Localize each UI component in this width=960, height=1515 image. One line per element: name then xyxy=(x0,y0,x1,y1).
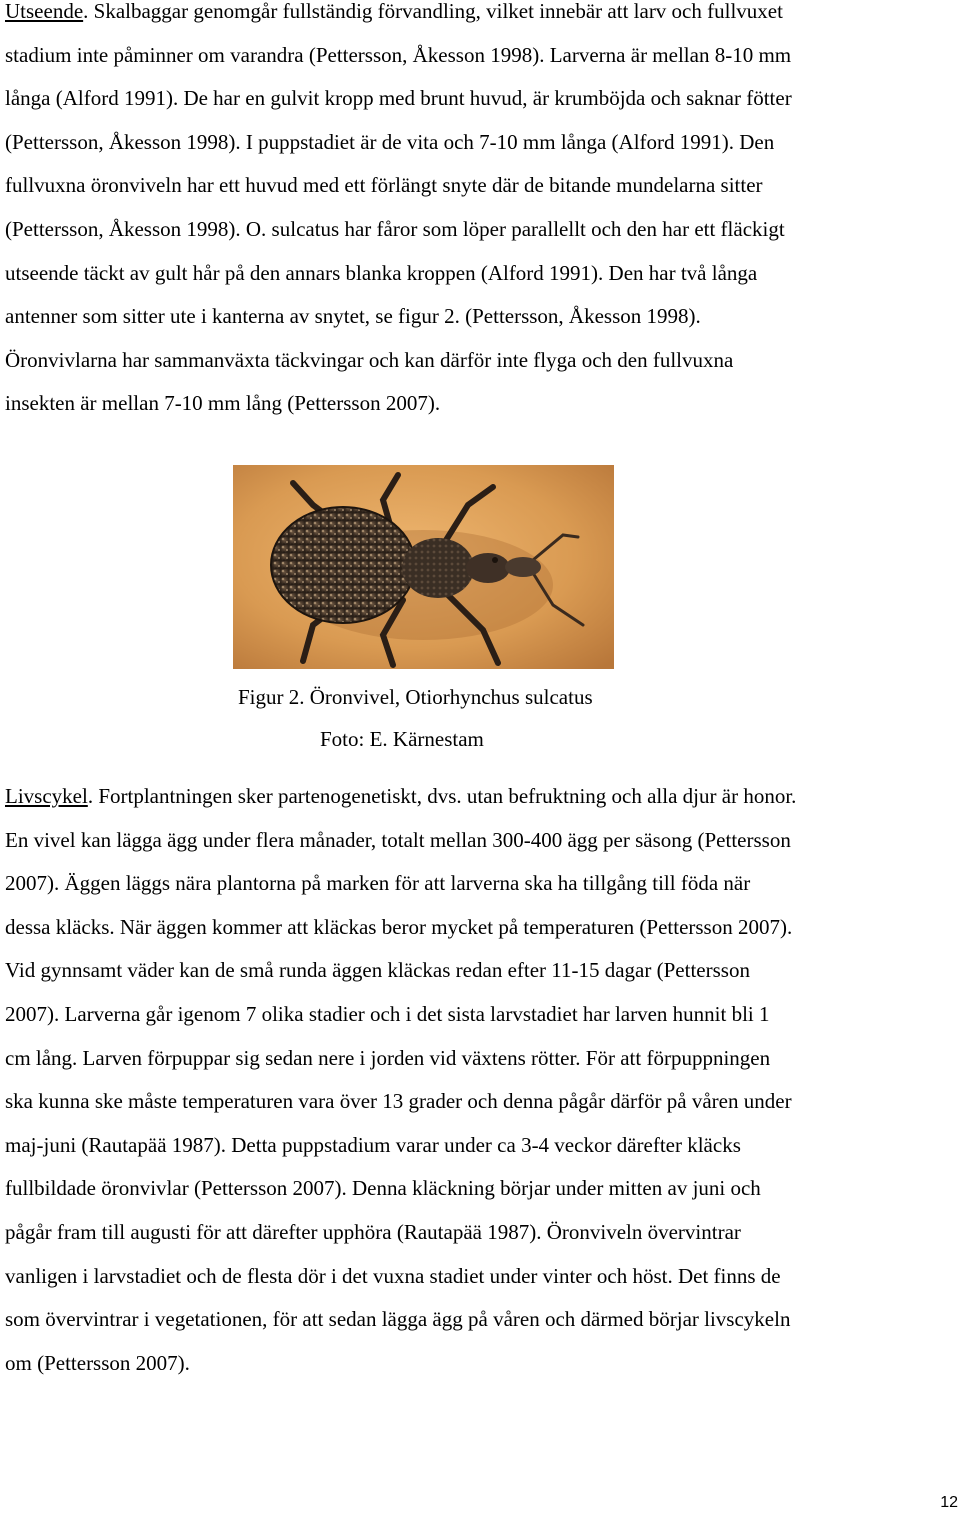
section-heading-utseende: Utseende xyxy=(5,0,84,23)
paragraph-line xyxy=(5,0,960,34)
page-number: 12 xyxy=(940,1494,958,1511)
paragraph-line: En vivel kan lägga ägg under flera månader, totalt mellan 300-400 ägg per säsong (Pettersson xyxy=(5,827,791,852)
paragraph-line: Öronvivlarna har sammanväxta täckvingar och kan därför inte flyga och den fullvuxna xyxy=(5,347,734,372)
paragraph-line: fullvuxna öronviveln har ett huvud med ett förlängt snyte där de bitande mundelarna sitter xyxy=(5,173,763,198)
paragraph-line: antenner som sitter ute i kanterna av snytet, se figur 2. (Pettersson, Åkesson 1998). xyxy=(5,304,701,329)
figure-caption: Figur 2. Öronvivel, Otiorhynchus sulcatus xyxy=(238,685,593,709)
paragraph-line: 2007). Larverna går igenom 7 olika stadier och i det sista larvstadiet har larven hunnit bli 1 xyxy=(5,1001,770,1026)
paragraph-line: pågår fram till augusti för att därefter upphöra (Rautapää 1987). Öronviveln övervintrar xyxy=(5,1219,741,1244)
paragraph-livscykel xyxy=(5,775,960,1385)
paragraph-line: utseende täckt av gult hår på den annars blanka kroppen (Alford 1991). Den har två långa xyxy=(5,260,758,285)
paragraph-line: fullbildade öronvivlar (Pettersson 2007). Denna kläckning börjar under mitten av juni och xyxy=(5,1176,761,1201)
paragraph-line xyxy=(5,775,960,819)
section-heading-livscykel: Livscykel xyxy=(5,784,88,808)
paragraph-text: . Fortplantningen sker partenogenetiskt, dvs. utan befruktning och alla djur är honor. xyxy=(87,784,797,808)
paragraph-line: maj-juni (Rautapää 1987). Detta puppstadium varar under ca 3-4 veckor därefter kläcks xyxy=(5,1132,741,1157)
paragraph-line: som övervintrar i vegetationen, för att sedan lägga ägg på våren och därmed börjar livscykeln xyxy=(5,1307,791,1332)
figure-credit: Foto: E. Kärnestam xyxy=(320,727,484,751)
paragraph-line: vanligen i larvstadiet och de flesta dör i det vuxna stadiet under vinter och höst. Det finns de xyxy=(5,1263,781,1288)
paragraph-line: (Pettersson, Åkesson 1998). I puppstadiet är de vita och 7-10 mm långa (Alford 1991). Den xyxy=(5,129,775,154)
paragraph-line: om (Pettersson 2007). xyxy=(5,1350,190,1375)
paragraph-line: stadium inte påminner om varandra (Pettersson, Åkesson 1998). Larverna är mellan 8-10 mm xyxy=(5,42,792,67)
weevil-photo xyxy=(233,465,614,669)
paragraph-line: cm lång. Larven förpuppar sig sedan nere i jorden vid växtens rötter. För att förpuppningen xyxy=(5,1045,771,1070)
paragraph-line: långa (Alford 1991). De har en gulvit kropp med brunt huvud, är krumböjda och saknar fötter xyxy=(5,86,792,111)
paragraph-utseende xyxy=(5,0,960,426)
paragraph-line: Vid gynnsamt väder kan de små runda äggen kläckas redan efter 11-15 dagar (Pettersson xyxy=(5,958,750,983)
paragraph-line: ska kunna ske måste temperaturen vara över 13 grader och denna pågår därför på våren under xyxy=(5,1089,792,1114)
paragraph-line: (Pettersson, Åkesson 1998). O. sulcatus har fåror som löper parallellt och den har ett fläckigt xyxy=(5,216,785,241)
paragraph-line: dessa kläcks. När äggen kommer att kläckas beror mycket på temperaturen (Pettersson 2007). xyxy=(5,914,793,939)
paragraph-line: insekten är mellan 7-10 mm lång (Pettersson 2007). xyxy=(5,391,441,416)
paragraph-text: . Skalbaggar genomgår fullständig förvandling, vilket innebär att larv och fullvuxet xyxy=(83,0,783,23)
paragraph-line: 2007). Äggen läggs nära plantorna på marken för att larverna ska ha tillgång till föda när xyxy=(5,871,751,896)
